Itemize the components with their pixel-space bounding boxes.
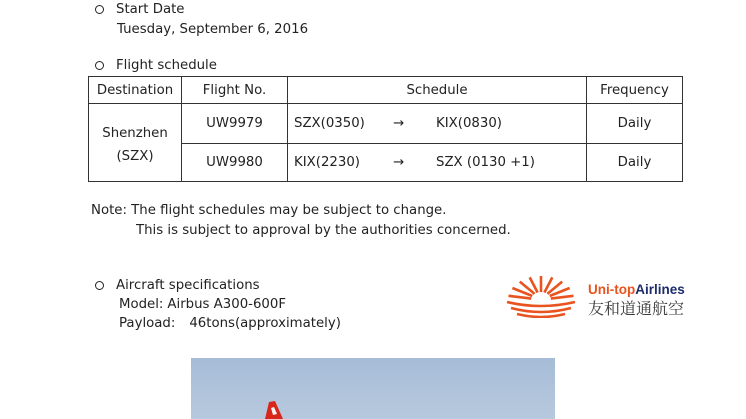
- departure-time: SZX(0350): [294, 116, 365, 131]
- note-line-2: This is subject to approval by the authorities concerned.: [136, 223, 511, 238]
- flight-schedule-table: [88, 76, 683, 182]
- schedule-cell: [288, 144, 587, 182]
- circle-bullet-icon: [95, 5, 104, 14]
- frequency-cell: Daily: [587, 104, 683, 144]
- column-header-schedule: Schedule: [288, 77, 587, 104]
- logo-wordmark-uni-top: Uni-top: [588, 282, 636, 297]
- table-header-row: [89, 77, 683, 104]
- start-date-label: Start Date: [116, 2, 185, 17]
- aircraft-photo: [191, 358, 555, 419]
- aircraft-photo-canvas: [191, 358, 555, 419]
- start-date-value: Tuesday, September 6, 2016: [117, 22, 309, 37]
- destination-text: [89, 117, 181, 168]
- arrival-time: KIX(0830): [436, 116, 502, 131]
- aircraft-payload-value: 46tons(approximately): [189, 316, 341, 331]
- schedule-cell: [288, 104, 587, 144]
- circle-bullet-icon: [95, 61, 104, 70]
- column-header-flight-no: Flight No.: [182, 77, 288, 104]
- logo-waves: [507, 302, 575, 317]
- aircraft-model: [119, 295, 286, 314]
- table-row: [89, 104, 683, 144]
- arrow-right-icon: →: [393, 116, 405, 131]
- logo-wordmark-airlines: Airlines: [635, 282, 685, 297]
- destination-cell: [89, 104, 182, 182]
- aircraft-spec-heading: Aircraft specifications: [116, 278, 260, 293]
- aircraft-model-label: Model:: [119, 297, 164, 312]
- arrow-right-icon: →: [393, 155, 405, 170]
- departure-time: KIX(2230): [294, 155, 360, 170]
- flight-number-cell: UW9979: [182, 104, 288, 144]
- frequency-cell: Daily: [587, 144, 683, 182]
- aircraft-payload: [119, 314, 341, 333]
- circle-bullet-icon: [95, 281, 104, 290]
- flight-number-cell: UW9980: [182, 144, 288, 182]
- logo-chinese-name: 友和道通航空: [588, 299, 685, 318]
- logo-rays: [509, 276, 574, 299]
- note-line-1: Note: The flight schedules may be subject to change.: [91, 203, 447, 218]
- sun-rays-logo-icon: [506, 274, 576, 318]
- flight-schedule-heading: Flight schedule: [116, 58, 217, 73]
- column-header-destination: Destination: [89, 77, 182, 104]
- aircraft-payload-label: Payload:: [119, 316, 176, 331]
- aircraft-model-value: Airbus A300-600F: [167, 297, 286, 312]
- logo-wordmark: [588, 282, 685, 298]
- arrival-time: SZX (0130 +1): [436, 155, 535, 170]
- destination-city: Shenzhen: [102, 126, 168, 141]
- column-header-frequency: Frequency: [587, 77, 683, 104]
- destination-code: (SZX): [116, 149, 154, 164]
